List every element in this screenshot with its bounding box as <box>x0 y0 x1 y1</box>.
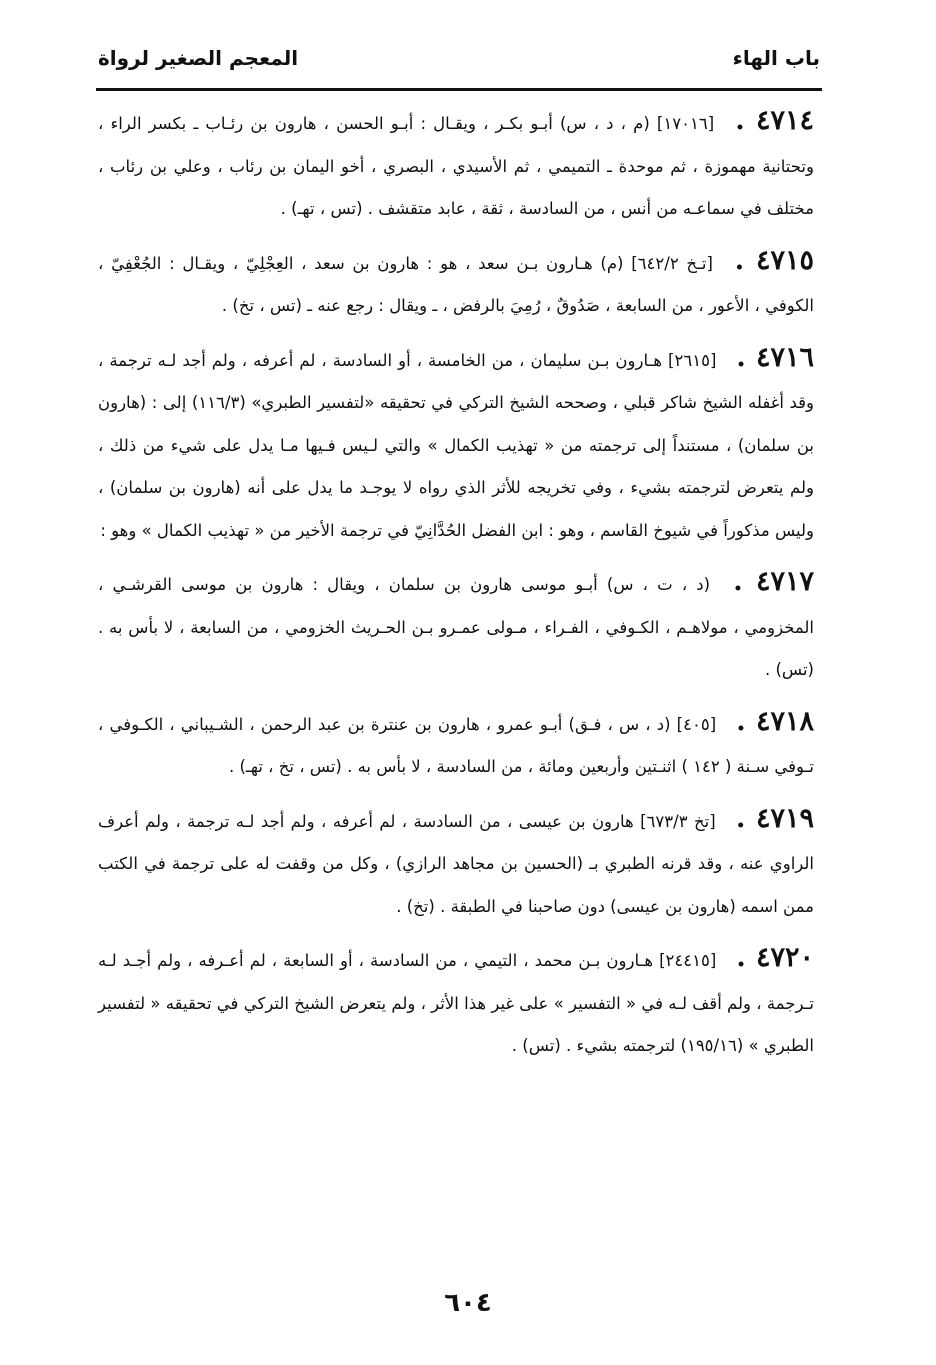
header-rule <box>96 88 822 91</box>
entry-text: [تخ ٦٧٣/٣] هارون بن عيسى ، من السادسة ، لم أعرفه ، ولم أجد لـه ترجمة ، ولم أعرف الراوي عنه ، وقد قرنه الطبري بـ (الحسين بن مجاهد الرازي) ، وكل من وقفت له على ترجمة في الكتب ممن اسمه (هارون بن عيسى) دون صاحبنا في الطبقة . (تخ) . <box>98 811 814 916</box>
entry-4718 <box>98 701 814 789</box>
entry-text: [٢٦١٥] هـارون بـن سليمان ، من الخامسة ، أو السادسة ، لم أعرفه ، ولم أجد لـه ترجمة ، وقد أغفله الشيخ شاكر قبلي ، وصححه الشيخ التركي في تحقيقه «لتفسير الطبري» (١١٦/٣) إلى : (هارون بن سلمان) ، مستنداً إلى ترجمته من « تهذيب الكمال » والتي لـيس فـيها مـا يدل على شيء من ذلك ، ولم يتعرض لترجمته بشيء ، وفي تخريجه للأثر الذي رواه لا يوجـد ما يدل على أنه (هارون بن سلمان) ، وليس مذكوراً في شيوخ القاسم ، وهو : ابن الفضل الحُدَّانِيّ في ترجمة الأخير من « تهذيب الكمال » وهو : <box>98 350 814 540</box>
entry-text: [٢٤٤١٥] هـارون بـن محمد ، التيمي ، من السادسة ، أو السابعة ، لم أعـرفه ، ولم أجـد لـه تـرجمة ، ولم أقف لـه في « التفسير » على غير هذا الأثر ، ولم يتعرض الشيخ التركي في تحقيقه « لتفسير الطبري » (١٩٥/١٦) لترجمته بشيء . (تس) . <box>98 951 814 1055</box>
entry-4715 <box>98 240 814 328</box>
entry-number: ٤٧١٩ . <box>736 802 814 834</box>
entry-text: (د ، ت ، س) أبـو موسى هارون بن سلمان ، ويقال : هارون بن موسى القرشـي ، المخزومي ، مولاهـم ، الكـوفي ، الفـراء ، مـولى عمـرو بـن الحـريث الخزومي ، من السابعة ، لا بأس به . (تس) . <box>98 575 814 679</box>
entry-number: ٤٧١٧ . <box>733 566 814 597</box>
entry-number: ٤٧١٤ . <box>735 105 814 136</box>
entry-text: [١٧٠١٦] (م ، د ، س) أبـو بكـر ، ويقـال : أبـو الحسن ، هارون بن رئـاب ـ بكسر الراء ، وتحتانية مهموزة ، ثم موحدة ـ التميمي ، ثم الأسيدي ، البصري ، أخو اليمان بن رئاب ، وعلي بن رئاب ، مختلف في سماعـه من أنس ، من السادسة ، ثقة ، عابد متقشف . (تس ، تهـ) . <box>98 114 814 218</box>
entry-text: [تـخ ٦٤٢/٢] (م) هـارون بـن سعد ، هو : هارون بن سعد ، العِجْلِيّ ، ويقـال : الجُعْفِيّ ، الكوفي ، الأعور ، من السابعة ، صَدُوقٌ ، رُمِيَ بالرفض ، ـ ويقال : رجع عنه ـ (تس ، تخ) . <box>98 253 814 315</box>
book-title: المعجم الصغير لرواة <box>98 46 299 70</box>
entry-number: ٤٧٢٠ . <box>736 942 814 973</box>
page-number: ٦٠٤ <box>444 1288 492 1318</box>
entry-number: ٤٧١٦ . <box>736 341 814 373</box>
entry-4719 <box>98 798 814 929</box>
entry-4716 <box>98 337 814 553</box>
page-body <box>98 100 814 1077</box>
entry-4720 <box>98 937 814 1068</box>
entry-number: ٤٧١٨ . <box>736 705 814 737</box>
entry-4717 <box>98 561 814 692</box>
entry-4714 <box>98 100 814 231</box>
entry-number: ٤٧١٥ . <box>734 244 815 276</box>
chapter-title: باب الهاء <box>732 46 820 70</box>
running-header <box>98 38 820 84</box>
entry-text: [٤٠٥] (د ، س ، فـق) أبـو عمرو ، هارون بن عنترة بن عبد الرحمن ، الشـيباني ، الكـوفي ، تـوفي سـنة ( ١٤٢ ) اثنـتين وأربعين ومائة ، من السادسة ، لا بأس به . (تس ، تخ ، تهـ) . <box>98 714 814 776</box>
